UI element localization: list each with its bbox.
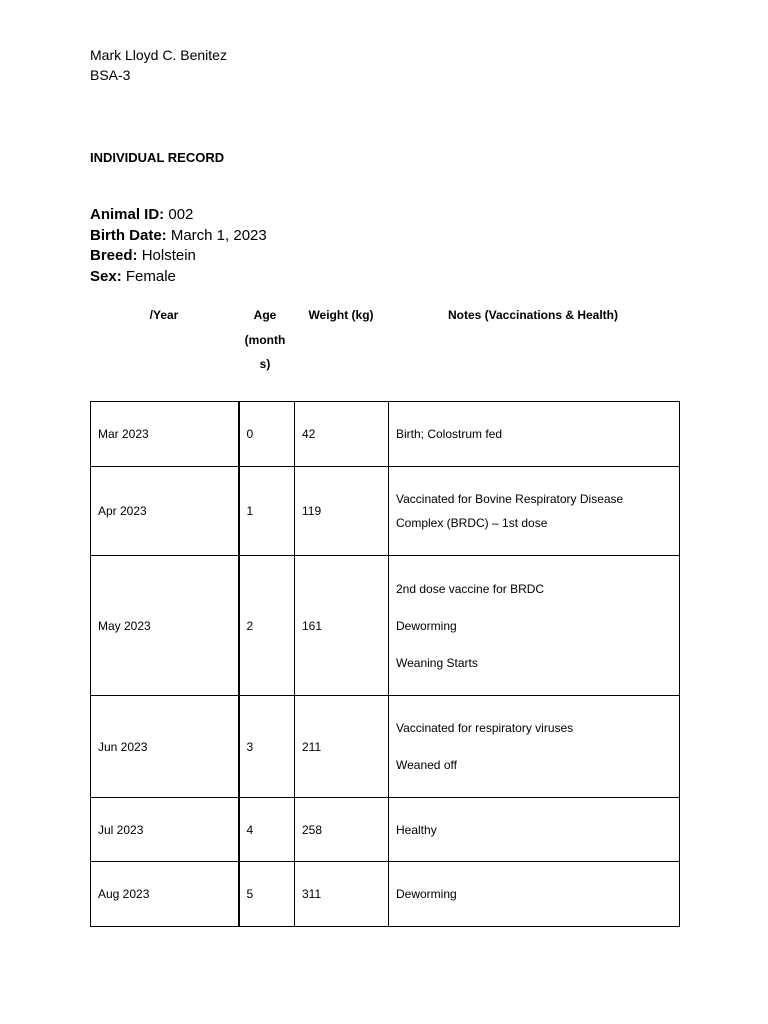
table-row (91, 467, 680, 556)
animal-id-value: 002 (168, 206, 194, 223)
month-cell: Mar 2023 (91, 402, 239, 467)
notes-cell (389, 696, 680, 798)
notes-cell (389, 467, 680, 556)
month-cell: Jul 2023 (91, 798, 239, 862)
header-age (240, 303, 290, 377)
age-cell: 0 (239, 402, 295, 467)
sex-row (90, 267, 267, 288)
weight-cell: 161 (295, 556, 389, 696)
weight-cell: 211 (295, 696, 389, 798)
notes-cell (389, 402, 680, 467)
table-row (91, 862, 680, 927)
breed-label: Breed: (90, 247, 138, 264)
note-line: 2nd dose vaccine for BRDC (396, 581, 545, 596)
note-line: Complex (BRDC) – 1st dose (396, 516, 548, 530)
author-name: Mark Lloyd C. Benitez (90, 47, 227, 63)
table-row (91, 556, 680, 696)
weight-cell: 258 (295, 798, 389, 862)
age-cell: 2 (239, 556, 295, 696)
table-row (91, 696, 680, 798)
note-line: Deworming (396, 618, 457, 633)
table-row (91, 402, 680, 467)
note-line: Vaccinated for Bovine Respiratory Disease (396, 492, 624, 506)
record-table (90, 401, 680, 927)
header-age-line3: s) (259, 357, 271, 371)
note-line: Healthy (396, 822, 437, 837)
age-cell: 3 (239, 696, 295, 798)
author-section: BSA-3 (90, 67, 131, 83)
header-year: /Year (149, 308, 179, 322)
note-line: Deworming (396, 887, 457, 901)
note-line: Vaccinated for respiratory viruses (396, 721, 574, 735)
age-cell: 4 (239, 798, 295, 862)
month-cell: May 2023 (91, 556, 239, 696)
month-cell: Jun 2023 (91, 696, 239, 798)
age-cell: 5 (239, 862, 295, 927)
header-notes: Notes (Vaccinations & Health) (447, 308, 619, 322)
age-cell: 1 (239, 467, 295, 556)
animal-info (90, 205, 267, 287)
birth-date-label: Birth Date: (90, 226, 167, 244)
author-block (90, 45, 227, 85)
weight-cell: 119 (295, 467, 389, 556)
weight-cell: 311 (295, 862, 389, 927)
header-age-line2: (month (244, 332, 286, 347)
page-title: INDIVIDUAL RECORD (90, 150, 225, 165)
header-age-line1: Age (253, 308, 277, 322)
table-row (91, 798, 680, 862)
month-cell: Aug 2023 (91, 862, 239, 927)
note-line: Weaned off (396, 758, 457, 772)
month-cell: Apr 2023 (91, 467, 239, 556)
sex-value: Female (125, 267, 176, 285)
note-line: Weaning Starts (396, 655, 478, 670)
animal-id-label: Animal ID: (90, 206, 165, 223)
notes-cell (389, 862, 680, 927)
notes-cell (389, 798, 680, 862)
weight-cell: 42 (295, 402, 389, 467)
breed-value: Holstein (141, 247, 196, 264)
animal-id-row (90, 205, 267, 226)
header-weight: Weight (kg) (308, 308, 374, 322)
birth-date-value: March 1, 2023 (170, 226, 267, 244)
note-line: Birth; Colostrum fed (396, 427, 503, 441)
breed-row (90, 246, 267, 267)
birth-date-row (90, 226, 267, 247)
notes-cell (389, 556, 680, 696)
sex-label: Sex: (90, 267, 122, 285)
